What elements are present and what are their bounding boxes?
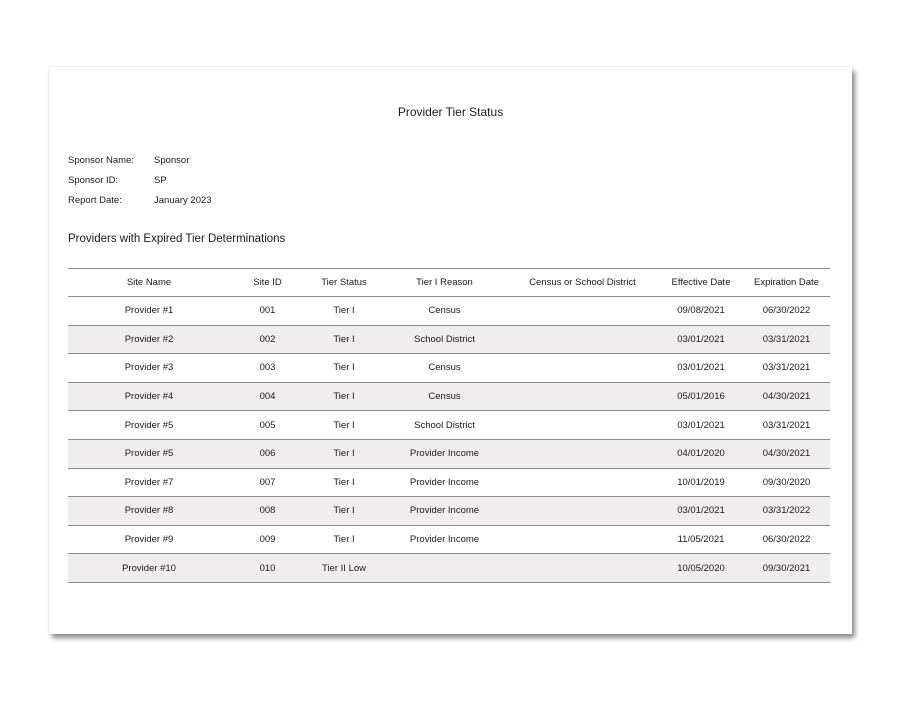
table-row	[68, 325, 830, 354]
cell-site-name: Provider #10	[68, 554, 230, 583]
cell-census-district	[506, 525, 659, 554]
cell-site-name: Provider #5	[68, 411, 230, 440]
cell-census-district	[506, 325, 659, 354]
meta-label: Sponsor ID:	[68, 175, 119, 186]
table-row	[68, 382, 830, 411]
cell-effective-date: 09/08/2021	[659, 297, 743, 326]
cell-tier-status: Tier I	[305, 325, 383, 354]
cell-site-name: Provider #7	[68, 468, 230, 497]
cell-tier-status: Tier I	[305, 411, 383, 440]
column-header-tier-reason: Tier I Reason	[383, 269, 506, 297]
table-row	[68, 468, 830, 497]
column-header-tier-status: Tier Status	[305, 269, 383, 297]
cell-census-district	[506, 382, 659, 411]
table-row	[68, 554, 830, 583]
meta-label: Report Date:	[68, 195, 122, 206]
column-header-census-district: Census or School District	[506, 269, 659, 297]
cell-site-name: Provider #4	[68, 382, 230, 411]
column-header-expiration-date: Expiration Date	[743, 269, 830, 297]
section-title: Providers with Expired Tier Determinations	[68, 233, 286, 245]
cell-site-id: 005	[230, 411, 305, 440]
cell-expiration-date: 09/30/2020	[743, 468, 830, 497]
cell-effective-date: 04/01/2020	[659, 439, 743, 468]
meta-value: Sponsor	[154, 155, 190, 166]
cell-site-name: Provider #2	[68, 325, 230, 354]
meta-row-sponsor-name	[68, 155, 212, 175]
cell-site-name: Provider #8	[68, 497, 230, 526]
cell-census-district	[506, 439, 659, 468]
cell-tier-status: Tier I	[305, 439, 383, 468]
cell-site-name: Provider #9	[68, 525, 230, 554]
meta-label: Sponsor Name:	[68, 155, 135, 166]
cell-site-name: Provider #5	[68, 439, 230, 468]
cell-census-district	[506, 297, 659, 326]
meta-value: SP	[154, 175, 167, 186]
cell-effective-date: 05/01/2016	[659, 382, 743, 411]
cell-site-id: 001	[230, 297, 305, 326]
cell-expiration-date: 04/30/2021	[743, 439, 830, 468]
cell-tier-status: Tier I	[305, 525, 383, 554]
cell-tier-status: Tier I	[305, 297, 383, 326]
cell-expiration-date: 09/30/2021	[743, 554, 830, 583]
cell-site-id: 004	[230, 382, 305, 411]
table-row	[68, 411, 830, 440]
cell-census-district	[506, 354, 659, 383]
table-row	[68, 439, 830, 468]
cell-site-id: 009	[230, 525, 305, 554]
cell-tier-reason	[383, 554, 506, 583]
cell-expiration-date: 03/31/2021	[743, 354, 830, 383]
meta-row-report-date	[68, 195, 212, 215]
cell-expiration-date: 03/31/2021	[743, 325, 830, 354]
cell-site-id: 010	[230, 554, 305, 583]
cell-expiration-date: 04/30/2021	[743, 382, 830, 411]
cell-effective-date: 10/01/2019	[659, 468, 743, 497]
cell-tier-status: Tier I	[305, 468, 383, 497]
cell-effective-date: 03/01/2021	[659, 325, 743, 354]
cell-tier-reason: School District	[383, 325, 506, 354]
table-row	[68, 497, 830, 526]
cell-site-id: 002	[230, 325, 305, 354]
cell-census-district	[506, 411, 659, 440]
cell-effective-date: 03/01/2021	[659, 411, 743, 440]
column-header-site-id: Site ID	[230, 269, 305, 297]
report-meta	[68, 155, 212, 215]
cell-tier-status: Tier II Low	[305, 554, 383, 583]
meta-row-sponsor-id	[68, 175, 212, 195]
cell-expiration-date: 03/31/2022	[743, 497, 830, 526]
cell-tier-reason: Census	[383, 382, 506, 411]
table-row	[68, 297, 830, 326]
column-header-site-name: Site Name	[68, 269, 230, 297]
cell-census-district	[506, 468, 659, 497]
page-title: Provider Tier Status	[397, 105, 504, 119]
table-row	[68, 525, 830, 554]
table-body	[68, 297, 830, 583]
cell-tier-status: Tier I	[305, 354, 383, 383]
table-header-row	[68, 269, 830, 297]
cell-effective-date: 03/01/2021	[659, 497, 743, 526]
report-page	[49, 67, 852, 634]
cell-tier-reason: Census	[383, 297, 506, 326]
cell-tier-reason: Provider Income	[383, 439, 506, 468]
cell-tier-reason: Provider Income	[383, 525, 506, 554]
cell-effective-date: 10/05/2020	[659, 554, 743, 583]
meta-value: January 2023	[154, 195, 212, 206]
cell-tier-reason: Provider Income	[383, 468, 506, 497]
cell-effective-date: 03/01/2021	[659, 354, 743, 383]
cell-expiration-date: 06/30/2022	[743, 525, 830, 554]
table-row	[68, 354, 830, 383]
cell-tier-status: Tier I	[305, 497, 383, 526]
cell-expiration-date: 06/30/2022	[743, 297, 830, 326]
cell-tier-reason: School District	[383, 411, 506, 440]
cell-site-id: 003	[230, 354, 305, 383]
cell-census-district	[506, 497, 659, 526]
cell-census-district	[506, 554, 659, 583]
cell-site-id: 008	[230, 497, 305, 526]
cell-site-name: Provider #3	[68, 354, 230, 383]
cell-tier-reason: Census	[383, 354, 506, 383]
column-header-effective-date: Effective Date	[659, 269, 743, 297]
providers-table	[68, 268, 830, 583]
cell-site-name: Provider #1	[68, 297, 230, 326]
cell-tier-reason: Provider Income	[383, 497, 506, 526]
cell-site-id: 006	[230, 439, 305, 468]
cell-expiration-date: 03/31/2021	[743, 411, 830, 440]
cell-site-id: 007	[230, 468, 305, 497]
cell-tier-status: Tier I	[305, 382, 383, 411]
cell-effective-date: 11/05/2021	[659, 525, 743, 554]
